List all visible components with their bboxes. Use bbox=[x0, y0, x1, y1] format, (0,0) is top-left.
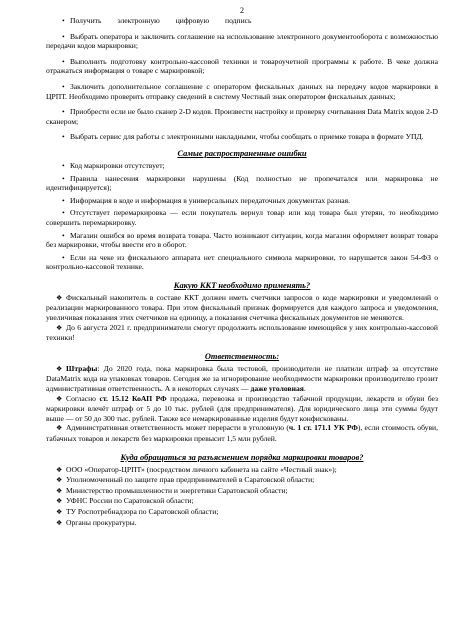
document-page bbox=[46, 0, 438, 528]
list-item: • Приобрести если не было сканер 2-D кодов. Произвести настройку и проверку считывания Data Matrix кодов 2-D сканером; bbox=[46, 107, 438, 126]
list-item: ❖ Административная ответственность может перерасти в уголовную (ч. 1 ст. 171.1 УК РФ), если стоимость обуви, табачных товаров и лекарств без маркировки превысит 1,5 млн рублей. bbox=[46, 423, 439, 443]
list-item: ❖ ООО «Оператор-ЦРПТ» (посредством личного кабинета на сайте «Честный знак»); bbox=[56, 464, 337, 474]
diamond-bullet-icon: ❖ bbox=[56, 486, 63, 495]
bullet-icon: • bbox=[62, 160, 65, 170]
diamond-bullet-icon: ❖ bbox=[56, 476, 63, 485]
diamond-bullet-icon: ❖ bbox=[56, 293, 63, 302]
bullet-icon: • bbox=[62, 56, 65, 66]
list-item: • Выбрать оператора и заключить соглашение на использование электронного документооборота с возможностью передачи кодов маркировки; bbox=[46, 31, 438, 51]
list-item: • Правила нанесения маркировки нарушены (Код полностью не пропечатался или маркировка не идентифицируется); bbox=[46, 173, 438, 193]
list-item: • Магазин ошибся во время возврата товара. Часто возникают ситуации, когда магазин оформляет возврат товара без маркировки, чтобы ввести его в оборот. bbox=[46, 230, 438, 250]
list-item: • Код маркировки отсутствует; bbox=[62, 160, 165, 170]
list-item: ❖ Штрафы: До 2020 года, пока маркировка была тестовой, производители не платили штраф за отсутствие DataMatrix кода на упаковках товаров. Сегодня же за игнорирование необходимости маркировки производителю грозит административная ответственность. А в некоторых случаях — даже уголовная. bbox=[46, 363, 438, 394]
bullet-icon: • bbox=[62, 252, 65, 262]
diamond-bullet-icon: ❖ bbox=[56, 465, 63, 474]
bullet-icon: • bbox=[62, 173, 65, 183]
diamond-bullet-icon: ❖ bbox=[56, 394, 63, 403]
bullet-icon: • bbox=[62, 132, 65, 142]
diamond-bullet-icon: ❖ bbox=[56, 518, 63, 527]
bullet-icon: • bbox=[62, 208, 65, 218]
list-item: ❖ Органы прокуратуры. bbox=[56, 517, 137, 527]
diamond-bullet-icon: ❖ bbox=[56, 323, 63, 332]
kkt-list bbox=[46, 293, 438, 343]
list-item: ❖ Уполномоченный по защите прав предпринимателей в Саратовской области; bbox=[56, 475, 315, 485]
top-bullet-list bbox=[46, 16, 438, 142]
diamond-bullet-icon: ❖ bbox=[56, 364, 63, 373]
diamond-bullet-icon: ❖ bbox=[56, 507, 63, 516]
list-item: • Заключить дополнительное соглашение с оператором фискальных данных на передачу кодов маркировки в ЦРПТ. Необходимо проверить отправку сведений в систему Честный знак оператором фискальных данных; bbox=[46, 81, 438, 101]
list-item: • Отсутствует перемаркировка — если покупатель вернул товар или код товара был утерян, то необходимо совершить перемаркировку. bbox=[46, 208, 438, 227]
list-item: ❖ Согласно ст. 15.12 КоАП РФ продажа, перевозка и производство табачной продукции, лекарств и обуви без маркировки влечёт штраф от 5 до 10 тыс. рублей (для предпринимателя). Для юридического лица эти суммы будут выше — от 50 до 300 тыс. рублей. Также все немаркированные изделия будут конфискованы. bbox=[46, 393, 438, 423]
section-title-contacts: Куда обращаться за разъяснением порядка маркировки товаров? bbox=[120, 452, 364, 462]
section-title-kkt: Какую ККТ необходимо применять? bbox=[173, 280, 311, 290]
section-title-responsibility: Ответственность: bbox=[204, 351, 280, 361]
bullet-icon: • bbox=[62, 16, 65, 25]
bullet-icon: • bbox=[62, 81, 65, 91]
responsibility-list bbox=[46, 364, 438, 444]
list-item: • Информация в коде и информация в универсальных передаточных документах разная. bbox=[62, 195, 351, 205]
list-item: ❖ Фискальный накопитель в составе ККТ должен иметь счетчики запросов о коде маркировки и уведомлений о реализации маркированного товара. При этом фискальный признак формируется для каждого запроса и уведомления, увеличивая показания этих счетчиков на единицу, а показания счетчика фискальных документов не меняются. bbox=[46, 292, 438, 323]
list-item: • Получить электронную цифровую подпись bbox=[62, 16, 252, 25]
errors-list bbox=[46, 161, 438, 272]
list-item: ❖ ТУ Роспотребнадзора по Саратовской области; bbox=[56, 506, 219, 516]
list-item: ❖ До 6 августа 2021 г. предприниматели смогут продолжить использование имеющейся у них контрольно-кассовой техники! bbox=[46, 322, 438, 343]
diamond-bullet-icon: ❖ bbox=[56, 424, 63, 433]
contacts-list bbox=[46, 465, 438, 529]
bullet-icon: • bbox=[62, 195, 65, 205]
list-item: • Если на чеке из фискального аппарата нет специального символа маркировки, то нарушается закон 54-ФЗ о контрольно-кассовой технике. bbox=[46, 252, 438, 272]
bullet-icon: • bbox=[62, 107, 65, 117]
diamond-bullet-icon: ❖ bbox=[56, 497, 63, 506]
list-item: ❖ УФНС России по Саратовской области; bbox=[56, 496, 194, 506]
bullet-icon: • bbox=[62, 230, 65, 240]
page-number: 2 bbox=[240, 6, 244, 15]
list-item: • Выполнить подготовку контрольно-кассовой техники и товароучетной программы к работе. В чеке должна отражаться информация о товаре с маркировкой; bbox=[46, 56, 438, 76]
list-item: • Выбрать сервис для работы с электронными накладными, чтобы сообщать о приемке товара в формате УПД. bbox=[62, 132, 424, 142]
section-title-errors: Самые распространенные ошибки bbox=[177, 148, 307, 158]
list-item: ❖ Министерство промышленности и энергетики Саратовской области; bbox=[56, 485, 288, 495]
bullet-icon: • bbox=[62, 31, 65, 41]
